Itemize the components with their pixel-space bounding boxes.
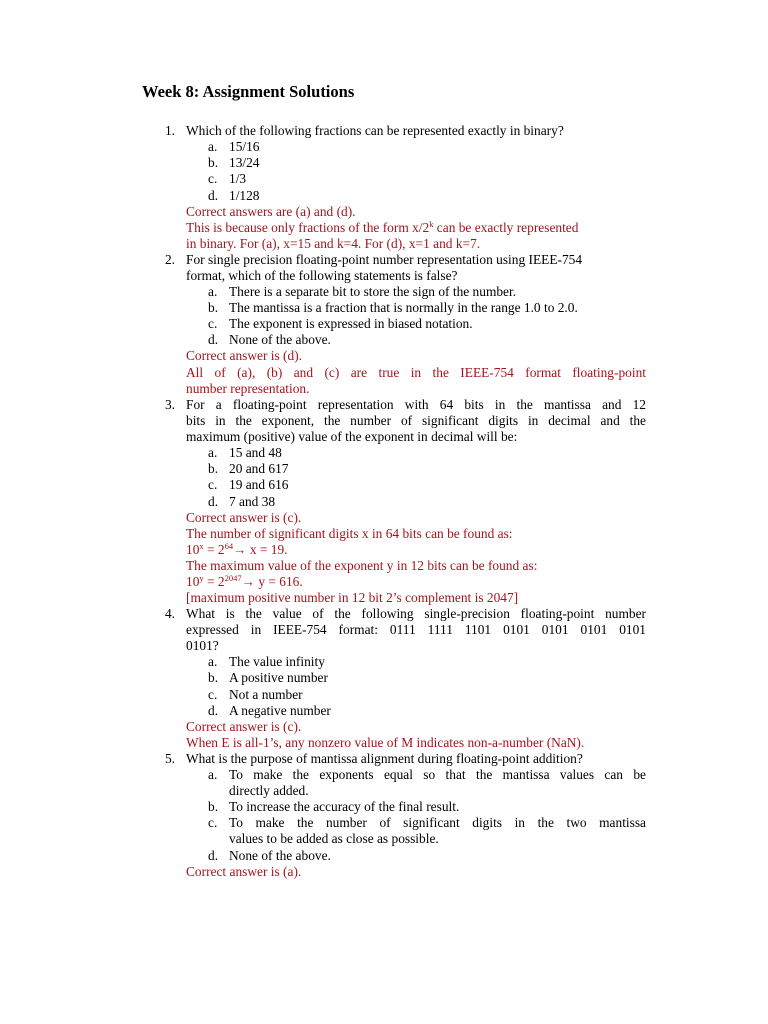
option-text: To increase the accuracy of the final result.: [229, 799, 460, 814]
question-number: 2.: [164, 252, 175, 267]
option-letter: b.: [208, 799, 219, 814]
option-letter: d.: [208, 332, 219, 347]
question-text: maximum (positive) value of the exponent in decimal will be:: [186, 429, 518, 444]
option-letter: c.: [208, 687, 218, 702]
question-text: format, which of the following statements is false?: [186, 268, 458, 283]
correct-answer: Correct answer is (c).: [186, 510, 302, 525]
option-letter: a.: [208, 767, 218, 782]
question-number: 3.: [164, 397, 175, 412]
question-text: expressed in IEEE-754 format: 0111 1111 1101 0101 0101 0101 0101: [186, 622, 646, 637]
correct-answer: Correct answer is (d).: [186, 348, 303, 363]
explanation-line: The maximum value of the exponent y in 12 bits can be found as:: [186, 558, 538, 573]
option-text: A positive number: [229, 670, 328, 685]
option-text: 19 and 616: [229, 477, 289, 492]
option-text: values to be added as close as possible.: [229, 831, 439, 846]
equation-line: $10^x = 2^{64}\to x = 19$.: [186, 541, 288, 557]
question-text: What is the value of the following single-precision floating-point number: [186, 606, 646, 621]
option-letter: a.: [208, 445, 218, 460]
explanation-line: When E is all-1’s, any nonzero value of M indicates non-a-number (NaN).: [186, 735, 585, 750]
arrow-icon: →: [241, 574, 255, 589]
option-text: There is a separate bit to store the sign of the number.: [229, 284, 517, 299]
option-text: The mantissa is a fraction that is normally in the range 1.0 to 2.0.: [229, 300, 578, 315]
question-text: 0101?: [186, 638, 219, 653]
question-number: 1.: [164, 123, 175, 138]
option-letter: a.: [208, 139, 218, 154]
option-text: 7 and 38: [229, 494, 276, 509]
option-text: 1/128: [229, 188, 260, 203]
option-letter: d.: [208, 703, 219, 718]
explanation-line: The number of significant digits x in 64 bits can be found as:: [186, 526, 513, 541]
option-text: None of the above.: [229, 332, 331, 347]
option-text: None of the above.: [229, 848, 331, 863]
option-text: directly added.: [229, 783, 309, 798]
correct-answer: Correct answer is (c).: [186, 719, 302, 734]
option-letter: d.: [208, 188, 219, 203]
option-letter: c.: [208, 477, 218, 492]
option-letter: b.: [208, 300, 219, 315]
option-letter: a.: [208, 654, 218, 669]
option-letter: a.: [208, 284, 218, 299]
option-text: 15/16: [229, 139, 260, 154]
option-text: 20 and 617: [229, 461, 289, 476]
option-text: 1/3: [229, 171, 247, 186]
option-letter: b.: [208, 155, 219, 170]
question-number: 5.: [164, 751, 175, 766]
equation-line: $10^y = 2^{2047}\to y = 616$.: [186, 573, 303, 589]
option-text: A negative number: [229, 703, 331, 718]
option-letter: b.: [208, 670, 219, 685]
option-text: To make the exponents equal so that the mantissa values can be: [229, 767, 646, 782]
question-text: For single precision floating-point number representation using IEEE-754: [186, 252, 583, 267]
option-text: 13/24: [229, 155, 260, 170]
question-text: Which of the following fractions can be represented exactly in binary?: [186, 123, 564, 138]
option-text: 15 and 48: [229, 445, 282, 460]
correct-answer: Correct answers are (a) and (d).: [186, 204, 356, 219]
option-text: To make the number of significant digits in the two mantissa: [229, 815, 646, 830]
explanation-line: All of (a), (b) and (c) are true in the IEEE-754 format floating-point: [186, 365, 646, 380]
option-letter: b.: [208, 461, 219, 476]
question-text: What is the purpose of mantissa alignment during floating-point addition?: [186, 751, 583, 766]
explanation-line: number representation.: [186, 381, 310, 396]
option-text: The value infinity: [229, 654, 325, 669]
option-letter: c.: [208, 171, 218, 186]
option-letter: c.: [208, 316, 218, 331]
question-text: For a floating-point representation with 64 bits in the mantissa and 12: [186, 397, 646, 412]
option-letter: d.: [208, 848, 219, 863]
question-number: 4.: [164, 606, 175, 621]
explanation-line: This is because only fractions of the form x/2$^k$ can be exactly represented: [186, 219, 579, 235]
correct-answer: Correct answer is (a).: [186, 864, 302, 879]
arrow-icon: →: [233, 542, 247, 557]
option-text: The exponent is expressed in biased notation.: [229, 316, 473, 331]
option-text: Not a number: [229, 687, 303, 702]
explanation-line: in binary. For (a), x=15 and k=4. For (d), x=1 and k=7.: [186, 236, 481, 251]
option-letter: d.: [208, 494, 219, 509]
question-text: bits in the exponent, the number of significant digits in decimal and the: [186, 413, 646, 428]
option-letter: c.: [208, 815, 218, 830]
explanation-line: [maximum positive number in 12 bit 2’s complement is 2047]: [186, 590, 519, 605]
page-title: Week 8: Assignment Solutions: [142, 82, 355, 101]
